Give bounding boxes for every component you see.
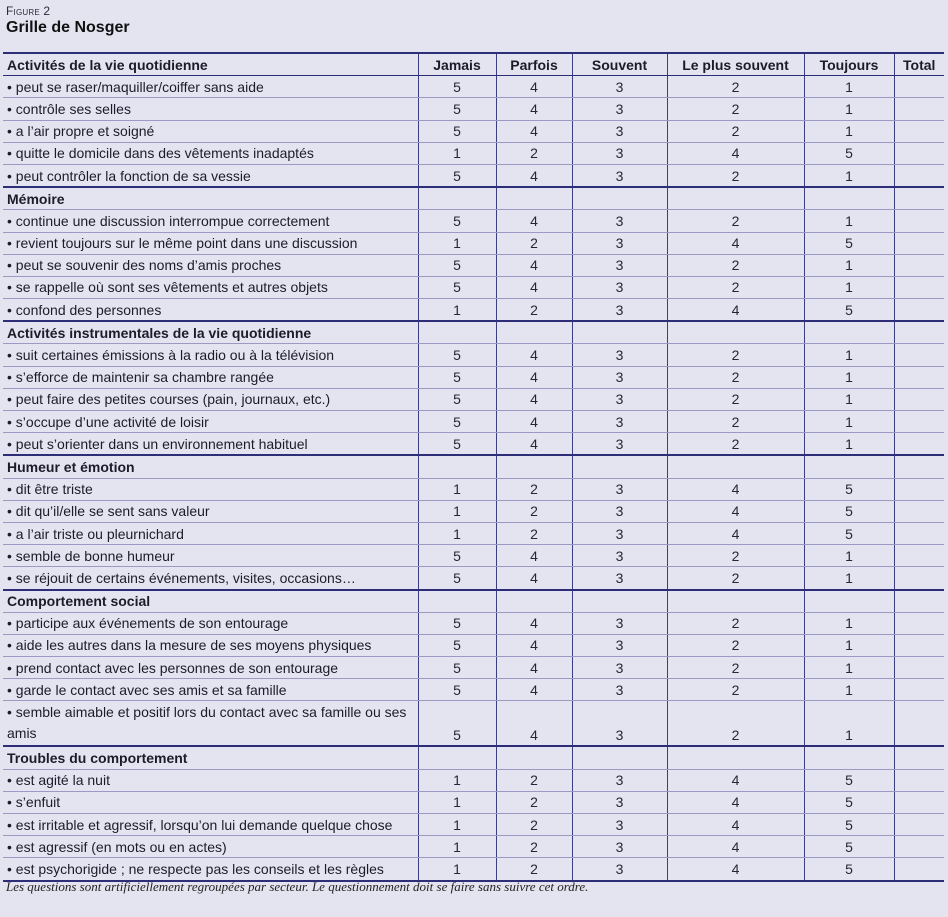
total-cell	[894, 142, 944, 164]
score-cell: 3	[572, 164, 667, 187]
empty-cell	[418, 455, 496, 478]
section-row	[3, 590, 944, 613]
score-cell: 4	[667, 858, 804, 881]
item-label: • participe aux événements de son entourage	[3, 612, 418, 634]
item-label: • garde le contact avec ses amis et sa famille	[3, 679, 418, 701]
score-cell: 5	[418, 76, 496, 98]
score-cell: 3	[572, 701, 667, 747]
header-toujours: Toujours	[804, 53, 894, 76]
score-cell: 4	[496, 612, 572, 634]
empty-cell	[572, 455, 667, 478]
total-cell	[894, 411, 944, 433]
score-cell: 4	[496, 679, 572, 701]
item-label: • contrôle ses selles	[3, 98, 418, 120]
item-label: • peut faire des petites courses (pain, journaux, etc.)	[3, 388, 418, 410]
score-cell: 5	[804, 522, 894, 544]
empty-cell	[667, 746, 804, 769]
table-row	[3, 232, 944, 254]
score-cell: 4	[496, 545, 572, 567]
section-row	[3, 455, 944, 478]
score-cell: 5	[418, 164, 496, 187]
score-cell: 4	[667, 478, 804, 500]
item-label: • quitte le domicile dans des vêtements inadaptés	[3, 142, 418, 164]
score-cell: 4	[667, 836, 804, 858]
score-cell: 2	[667, 388, 804, 410]
score-cell: 5	[418, 545, 496, 567]
total-cell	[894, 814, 944, 836]
empty-cell	[667, 321, 804, 344]
grid-body	[3, 76, 944, 881]
table-row	[3, 366, 944, 388]
score-cell: 3	[572, 210, 667, 232]
score-cell: 5	[418, 276, 496, 298]
score-cell: 1	[418, 299, 496, 322]
score-cell: 2	[496, 791, 572, 813]
total-cell	[894, 612, 944, 634]
score-cell: 1	[804, 164, 894, 187]
item-label: • peut contrôler la fonction de sa vessie	[3, 164, 418, 187]
score-cell: 1	[804, 612, 894, 634]
total-cell	[894, 769, 944, 791]
section-row	[3, 187, 944, 210]
item-label: • continue une discussion interrompue correctement	[3, 210, 418, 232]
score-cell: 2	[667, 701, 804, 747]
score-cell: 2	[496, 814, 572, 836]
score-cell: 3	[572, 366, 667, 388]
item-label: • a l’air triste ou pleurnichard	[3, 522, 418, 544]
score-cell: 4	[667, 232, 804, 254]
score-cell: 2	[667, 210, 804, 232]
score-cell: 1	[804, 98, 894, 120]
item-label: • se réjouit de certains événements, visites, occasions…	[3, 567, 418, 590]
table-row	[3, 433, 944, 456]
score-cell: 5	[418, 344, 496, 366]
section-title: Humeur et émotion	[3, 455, 418, 478]
score-cell: 4	[496, 657, 572, 679]
table-row	[3, 344, 944, 366]
score-cell: 2	[667, 76, 804, 98]
score-cell: 3	[572, 522, 667, 544]
score-cell: 3	[572, 76, 667, 98]
table-row	[3, 254, 944, 276]
table-row	[3, 142, 944, 164]
score-cell: 2	[667, 98, 804, 120]
score-cell: 3	[572, 254, 667, 276]
table-row	[3, 634, 944, 656]
score-cell: 4	[667, 522, 804, 544]
score-cell: 5	[804, 836, 894, 858]
item-label: • peut s’orienter dans un environnement habituel	[3, 433, 418, 456]
empty-cell	[496, 590, 572, 613]
item-label: • est irritable et agressif, lorsqu’on lui demande quelque chose	[3, 814, 418, 836]
table-row	[3, 500, 944, 522]
section-title: Troubles du comportement	[3, 746, 418, 769]
nosger-grid-table	[3, 52, 944, 882]
score-cell: 1	[418, 769, 496, 791]
empty-cell	[572, 746, 667, 769]
header-section-activites: Activités de la vie quotidienne	[3, 53, 418, 76]
score-cell: 3	[572, 657, 667, 679]
score-cell: 2	[496, 500, 572, 522]
score-cell: 1	[804, 634, 894, 656]
empty-cell	[418, 321, 496, 344]
score-cell: 2	[496, 836, 572, 858]
total-cell	[894, 366, 944, 388]
score-cell: 3	[572, 276, 667, 298]
empty-cell	[418, 590, 496, 613]
table-row	[3, 76, 944, 98]
score-cell: 4	[667, 791, 804, 813]
total-cell	[894, 164, 944, 187]
score-cell: 1	[418, 522, 496, 544]
score-cell: 4	[496, 98, 572, 120]
score-cell: 3	[572, 679, 667, 701]
score-cell: 4	[667, 769, 804, 791]
header-row	[3, 53, 944, 76]
score-cell: 2	[667, 164, 804, 187]
score-cell: 5	[804, 814, 894, 836]
empty-cell	[804, 187, 894, 210]
item-label: • dit être triste	[3, 478, 418, 500]
total-cell	[894, 567, 944, 590]
header-total: Total	[894, 53, 944, 76]
score-cell: 3	[572, 836, 667, 858]
score-cell: 4	[496, 433, 572, 456]
table-row	[3, 836, 944, 858]
item-label: • se rappelle où sont ses vêtements et autres objets	[3, 276, 418, 298]
item-label: • dit qu’il/elle se sent sans valeur	[3, 500, 418, 522]
score-cell: 2	[667, 276, 804, 298]
item-label: • semble aimable et positif lors du contact avec sa famille ou ses amis	[3, 701, 418, 747]
figure-label: Figure 2	[6, 4, 51, 18]
section-row	[3, 321, 944, 344]
empty-cell	[667, 455, 804, 478]
total-cell	[894, 478, 944, 500]
table-row	[3, 612, 944, 634]
score-cell: 5	[418, 411, 496, 433]
score-cell: 1	[804, 366, 894, 388]
score-cell: 2	[496, 299, 572, 322]
table-row	[3, 411, 944, 433]
item-label: • peut se souvenir des noms d’amis proches	[3, 254, 418, 276]
score-cell: 4	[667, 500, 804, 522]
score-cell: 3	[572, 567, 667, 590]
item-label: • peut se raser/maquiller/coiffer sans aide	[3, 76, 418, 98]
score-cell: 1	[804, 657, 894, 679]
table-row	[3, 769, 944, 791]
score-cell: 2	[667, 634, 804, 656]
table-row	[3, 276, 944, 298]
empty-cell	[496, 455, 572, 478]
item-label: • est agressif (en mots ou en actes)	[3, 836, 418, 858]
empty-cell	[667, 187, 804, 210]
score-cell: 1	[804, 76, 894, 98]
score-cell: 1	[804, 254, 894, 276]
table-row	[3, 478, 944, 500]
score-cell: 1	[418, 232, 496, 254]
score-cell: 5	[418, 388, 496, 410]
table-row	[3, 299, 944, 322]
total-cell	[894, 858, 944, 881]
total-cell	[894, 210, 944, 232]
section-title: Mémoire	[3, 187, 418, 210]
item-label: • prend contact avec les personnes de son entourage	[3, 657, 418, 679]
item-label: • a l’air propre et soigné	[3, 120, 418, 142]
empty-cell	[804, 746, 894, 769]
empty-cell	[418, 746, 496, 769]
total-cell	[894, 76, 944, 98]
total-cell	[894, 701, 944, 747]
score-cell: 4	[496, 76, 572, 98]
score-cell: 3	[572, 120, 667, 142]
score-cell: 1	[804, 701, 894, 747]
score-cell: 1	[418, 142, 496, 164]
item-label: • aide les autres dans la mesure de ses moyens physiques	[3, 634, 418, 656]
empty-cell	[894, 590, 944, 613]
score-cell: 1	[418, 814, 496, 836]
score-cell: 5	[418, 210, 496, 232]
score-cell: 2	[667, 120, 804, 142]
score-cell: 1	[804, 344, 894, 366]
empty-cell	[572, 590, 667, 613]
score-cell: 2	[667, 545, 804, 567]
total-cell	[894, 98, 944, 120]
header-jamais: Jamais	[418, 53, 496, 76]
score-cell: 5	[804, 858, 894, 881]
footnote: Les questions sont artificiellement regroupées par secteur. Le questionnement doit se faire sans suivre cet ordre.	[6, 879, 589, 894]
score-cell: 4	[496, 701, 572, 747]
header-souvent: Souvent	[572, 53, 667, 76]
score-cell: 5	[804, 500, 894, 522]
score-cell: 2	[667, 254, 804, 276]
score-cell: 2	[667, 433, 804, 456]
score-cell: 5	[418, 567, 496, 590]
score-cell: 3	[572, 769, 667, 791]
total-cell	[894, 254, 944, 276]
section-title: Activités instrumentales de la vie quotidienne	[3, 321, 418, 344]
item-label: • semble de bonne humeur	[3, 545, 418, 567]
score-cell: 3	[572, 500, 667, 522]
section-title: Comportement social	[3, 590, 418, 613]
table-row	[3, 791, 944, 813]
score-cell: 5	[418, 366, 496, 388]
score-cell: 2	[667, 411, 804, 433]
empty-cell	[894, 455, 944, 478]
score-cell: 5	[804, 478, 894, 500]
total-cell	[894, 836, 944, 858]
score-cell: 4	[496, 388, 572, 410]
score-cell: 3	[572, 232, 667, 254]
score-cell: 3	[572, 344, 667, 366]
item-label: • s’enfuit	[3, 791, 418, 813]
table-row	[3, 210, 944, 232]
score-cell: 2	[496, 858, 572, 881]
total-cell	[894, 522, 944, 544]
table-row	[3, 567, 944, 590]
total-cell	[894, 634, 944, 656]
score-cell: 1	[804, 120, 894, 142]
table-row	[3, 545, 944, 567]
total-cell	[894, 276, 944, 298]
empty-cell	[496, 187, 572, 210]
score-cell: 1	[804, 679, 894, 701]
score-cell: 2	[496, 769, 572, 791]
score-cell: 1	[804, 545, 894, 567]
score-cell: 4	[496, 344, 572, 366]
score-cell: 1	[804, 276, 894, 298]
score-cell: 5	[418, 679, 496, 701]
score-cell: 1	[418, 858, 496, 881]
score-cell: 5	[418, 433, 496, 456]
figure-title: Grille de Nosger	[6, 19, 130, 36]
table-row	[3, 388, 944, 410]
score-cell: 2	[667, 366, 804, 388]
total-cell	[894, 500, 944, 522]
header-parfois: Parfois	[496, 53, 572, 76]
empty-cell	[894, 321, 944, 344]
empty-cell	[418, 187, 496, 210]
score-cell: 4	[496, 164, 572, 187]
empty-cell	[894, 746, 944, 769]
table-row	[3, 522, 944, 544]
table-row	[3, 164, 944, 187]
score-cell: 1	[418, 500, 496, 522]
score-cell: 3	[572, 478, 667, 500]
score-cell: 1	[804, 388, 894, 410]
table-row	[3, 98, 944, 120]
empty-cell	[496, 746, 572, 769]
score-cell: 5	[804, 142, 894, 164]
score-cell: 3	[572, 634, 667, 656]
score-cell: 5	[804, 299, 894, 322]
score-cell: 5	[418, 634, 496, 656]
score-cell: 4	[496, 120, 572, 142]
total-cell	[894, 120, 944, 142]
score-cell: 4	[496, 567, 572, 590]
score-cell: 2	[667, 567, 804, 590]
total-cell	[894, 232, 944, 254]
score-cell: 3	[572, 98, 667, 120]
item-label: • s’occupe d’une activité de loisir	[3, 411, 418, 433]
total-cell	[894, 679, 944, 701]
score-cell: 3	[572, 858, 667, 881]
score-cell: 4	[496, 210, 572, 232]
total-cell	[894, 433, 944, 456]
score-cell: 1	[804, 411, 894, 433]
table-row	[3, 858, 944, 881]
item-label: • s’efforce de maintenir sa chambre rangée	[3, 366, 418, 388]
score-cell: 2	[667, 679, 804, 701]
score-cell: 5	[418, 120, 496, 142]
empty-cell	[804, 590, 894, 613]
total-cell	[894, 791, 944, 813]
section-row	[3, 746, 944, 769]
score-cell: 4	[496, 276, 572, 298]
score-cell: 1	[804, 567, 894, 590]
total-cell	[894, 388, 944, 410]
score-cell: 2	[667, 344, 804, 366]
total-cell	[894, 545, 944, 567]
score-cell: 2	[667, 612, 804, 634]
table-row	[3, 814, 944, 836]
item-label: • confond des personnes	[3, 299, 418, 322]
empty-cell	[804, 321, 894, 344]
item-label: • est agité la nuit	[3, 769, 418, 791]
score-cell: 1	[418, 791, 496, 813]
table-row	[3, 701, 944, 747]
score-cell: 1	[804, 433, 894, 456]
score-cell: 4	[667, 299, 804, 322]
header-le-plus-souvent: Le plus souvent	[667, 53, 804, 76]
total-cell	[894, 344, 944, 366]
score-cell: 2	[496, 232, 572, 254]
item-label: • est psychorigide ; ne respecte pas les conseils et les règles	[3, 858, 418, 881]
score-cell: 3	[572, 388, 667, 410]
empty-cell	[572, 321, 667, 344]
table-row	[3, 120, 944, 142]
score-cell: 5	[804, 769, 894, 791]
score-cell: 2	[496, 478, 572, 500]
score-cell: 4	[496, 411, 572, 433]
score-cell: 1	[804, 210, 894, 232]
score-cell: 3	[572, 814, 667, 836]
total-cell	[894, 657, 944, 679]
empty-cell	[496, 321, 572, 344]
item-label: • revient toujours sur le même point dans une discussion	[3, 232, 418, 254]
score-cell: 2	[496, 522, 572, 544]
score-cell: 4	[667, 142, 804, 164]
total-cell	[894, 299, 944, 322]
score-cell: 3	[572, 299, 667, 322]
score-cell: 5	[418, 254, 496, 276]
score-cell: 1	[418, 836, 496, 858]
score-cell: 4	[496, 366, 572, 388]
score-cell: 3	[572, 433, 667, 456]
score-cell: 5	[418, 612, 496, 634]
score-cell: 3	[572, 142, 667, 164]
empty-cell	[894, 187, 944, 210]
empty-cell	[804, 455, 894, 478]
score-cell: 5	[804, 791, 894, 813]
score-cell: 5	[418, 98, 496, 120]
score-cell: 4	[667, 814, 804, 836]
score-cell: 2	[496, 142, 572, 164]
table-row	[3, 679, 944, 701]
score-cell: 3	[572, 612, 667, 634]
score-cell: 4	[496, 254, 572, 276]
score-cell: 4	[496, 634, 572, 656]
score-cell: 5	[804, 232, 894, 254]
score-cell: 2	[667, 657, 804, 679]
item-label: • suit certaines émissions à la radio ou à la télévision	[3, 344, 418, 366]
score-cell: 3	[572, 411, 667, 433]
score-cell: 3	[572, 545, 667, 567]
empty-cell	[667, 590, 804, 613]
empty-cell	[572, 187, 667, 210]
table-row	[3, 657, 944, 679]
score-cell: 1	[418, 478, 496, 500]
score-cell: 5	[418, 701, 496, 747]
score-cell: 3	[572, 791, 667, 813]
score-cell: 5	[418, 657, 496, 679]
